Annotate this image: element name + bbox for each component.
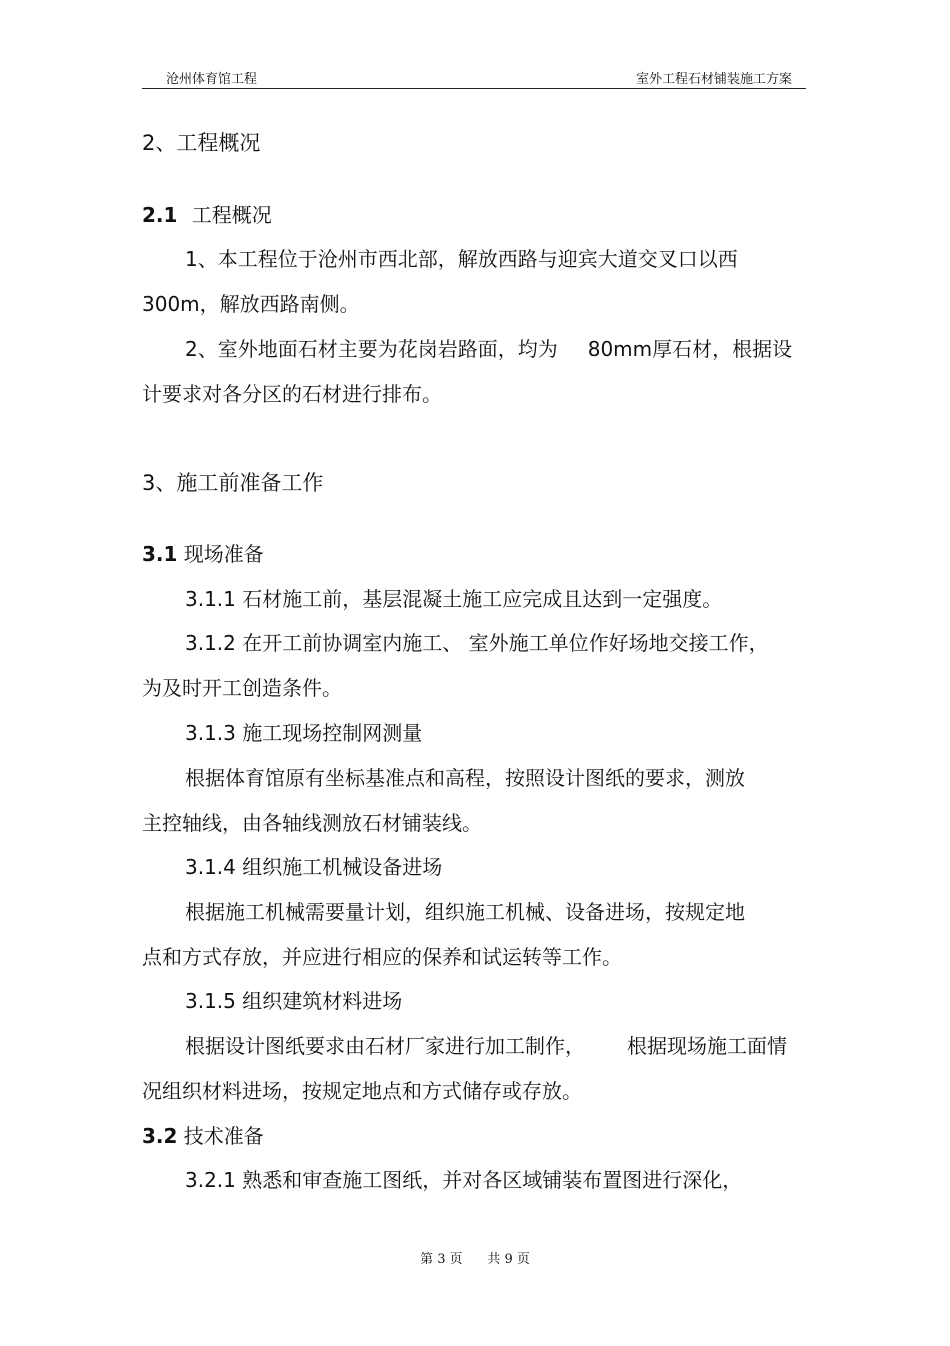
section-2-1-title: 工程概况 (191, 203, 272, 227)
item-3-1-3: 3.1.3 施工现场控制网测量 (185, 721, 423, 745)
page-footer (0, 1248, 950, 1267)
item-3-1-5-paragraph-line-1 (185, 1031, 787, 1061)
item-3-1-5-paragraph-part-b: 根据现场施工面情 (627, 1034, 787, 1058)
paragraph-2-1-item-2-part-a: 2、室外地面石材主要为花岗岩路面，均为 (185, 337, 558, 361)
paragraph-2-1-item-1-line-1: 1、本工程位于沧州市西北部，解放西路与迎宾大道交叉口以西 (185, 247, 738, 271)
item-3-1-2-line-1: 3.1.2 在开工前协调室内施工、 室外施工单位作好场地交接工作， (185, 631, 769, 655)
item-3-1-4-paragraph-line-1: 根据施工机械需要量计划，组织施工机械、设备进场，按规定地 (185, 900, 745, 924)
section-3-2-number: 3.2 (142, 1124, 178, 1148)
header-document-title: 室外工程石材铺装施工方案 (635, 72, 792, 87)
item-3-2-1: 3.2.1 熟悉和审查施工图纸，并对各区域铺装布置图进行深化， (185, 1168, 743, 1192)
item-3-1-4-paragraph-line-2: 点和方式存放，并应进行相应的保养和试运转等工作。 (142, 945, 622, 969)
section-2-1-heading (142, 200, 272, 230)
item-3-1-2-line-2: 为及时开工创造条件。 (142, 676, 342, 700)
section-3-1-number: 3.1 (142, 542, 178, 566)
item-3-1-1: 3.1.1 石材施工前，基层混凝土施工应完成且达到一定强度。 (185, 587, 723, 611)
item-3-1-5-paragraph-part-a: 根据设计图纸要求由石材厂家进行加工制作， (185, 1034, 585, 1058)
header-project-name: 沧州体育馆工程 (166, 72, 258, 87)
section-2-1-number: 2.1 (142, 203, 178, 227)
section-3-heading: 3、施工前准备工作 (142, 471, 324, 495)
paragraph-2-1-item-2-part-b: 80mm厚石材，根据设 (587, 337, 793, 361)
paragraph-2-1-item-1-line-2: 300m，解放西路南侧。 (142, 292, 360, 316)
paragraph-2-1-item-2-line-1 (185, 334, 792, 364)
section-2-heading: 2、工程概况 (142, 131, 261, 155)
item-3-1-5-paragraph-line-2: 况组织材料进场，按规定地点和方式储存或存放。 (142, 1079, 582, 1103)
paragraph-2-1-item-2-line-2: 计要求对各分区的石材进行排布。 (142, 382, 442, 406)
section-3-1-heading (142, 539, 264, 569)
section-3-1-title: 现场准备 (183, 542, 264, 566)
section-3-2-heading (142, 1121, 264, 1151)
page-number: 第 3 页 共 9 页 (420, 1252, 530, 1267)
item-3-1-4: 3.1.4 组织施工机械设备进场 (185, 855, 443, 879)
section-3-2-title: 技术准备 (183, 1124, 264, 1148)
item-3-1-5: 3.1.5 组织建筑材料进场 (185, 989, 403, 1013)
page-header (142, 66, 806, 89)
item-3-1-3-paragraph-line-1: 根据体育馆原有坐标基准点和高程，按照设计图纸的要求，测放 (185, 766, 745, 790)
item-3-1-3-paragraph-line-2: 主控轴线，由各轴线测放石材铺装线。 (142, 811, 482, 835)
